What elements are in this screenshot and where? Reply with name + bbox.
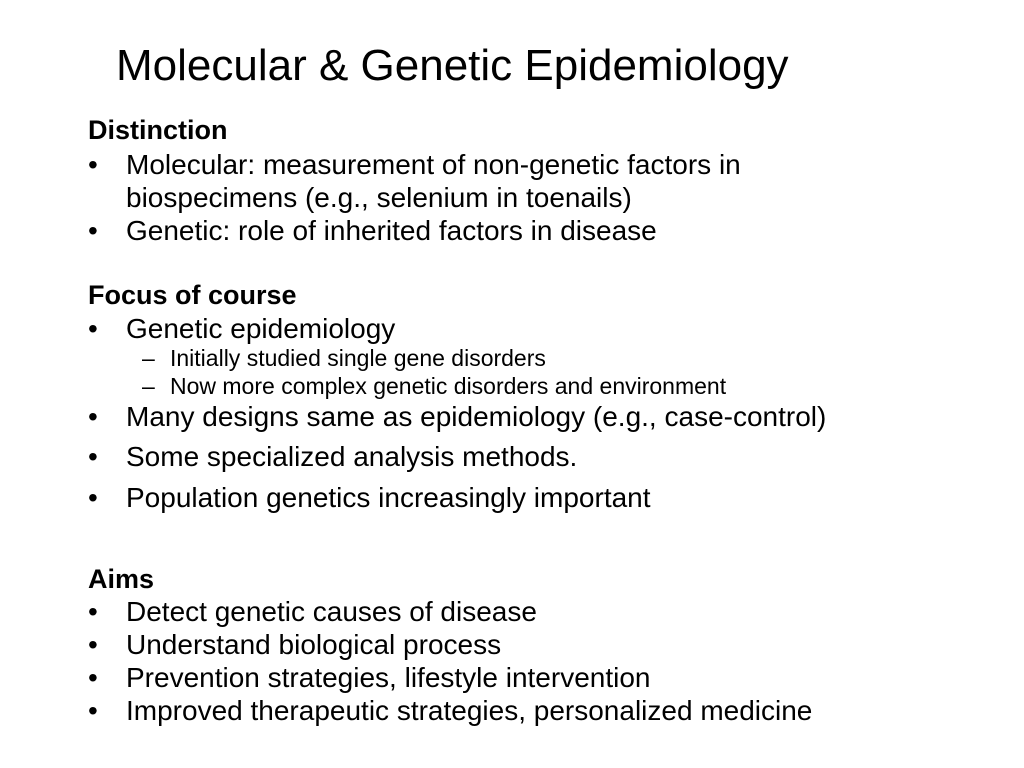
sub-bullet-text: Initially studied single gene disorders bbox=[170, 345, 546, 371]
bullet-text: Understand biological process bbox=[126, 629, 502, 660]
bullet-text: Genetic epidemiology bbox=[126, 313, 396, 344]
bullet-text: Prevention strategies, lifestyle intervention bbox=[126, 662, 651, 693]
bullet-glyph: • bbox=[88, 662, 98, 693]
bullet-text: Some specialized analysis methods. bbox=[126, 441, 578, 472]
bullet-glyph: • bbox=[88, 629, 98, 660]
bullet-glyph: • bbox=[88, 313, 98, 344]
sub-bullet-glyph: – bbox=[142, 373, 155, 399]
bullet-glyph: • bbox=[88, 215, 98, 246]
bullet-text: biospecimens (e.g., selenium in toenails) bbox=[126, 182, 632, 213]
bullet-glyph: • bbox=[88, 441, 98, 472]
bullet-text: Population genetics increasingly important bbox=[126, 482, 651, 513]
sub-bullet-glyph: – bbox=[142, 345, 155, 371]
section-heading-aims: Aims bbox=[88, 564, 155, 594]
section-heading-focus: Focus of course bbox=[88, 280, 297, 310]
sub-bullet-text: Now more complex genetic disorders and environment bbox=[170, 373, 727, 399]
bullet-glyph: • bbox=[88, 596, 98, 627]
bullet-text: Detect genetic causes of disease bbox=[126, 596, 537, 627]
bullet-text: Many designs same as epidemiology (e.g., case-control) bbox=[126, 401, 827, 432]
bullet-glyph: • bbox=[88, 695, 98, 726]
bullet-text: Genetic: role of inherited factors in disease bbox=[126, 215, 657, 246]
section-heading-distinction: Distinction bbox=[88, 115, 228, 145]
slide-title: Molecular & Genetic Epidemiology bbox=[116, 41, 789, 90]
bullet-text: Improved therapeutic strategies, personalized medicine bbox=[126, 695, 813, 726]
bullet-text: Molecular: measurement of non-genetic factors in bbox=[126, 149, 741, 180]
bullet-glyph: • bbox=[88, 482, 98, 513]
bullet-glyph: • bbox=[88, 149, 98, 180]
bullet-glyph: • bbox=[88, 401, 98, 432]
